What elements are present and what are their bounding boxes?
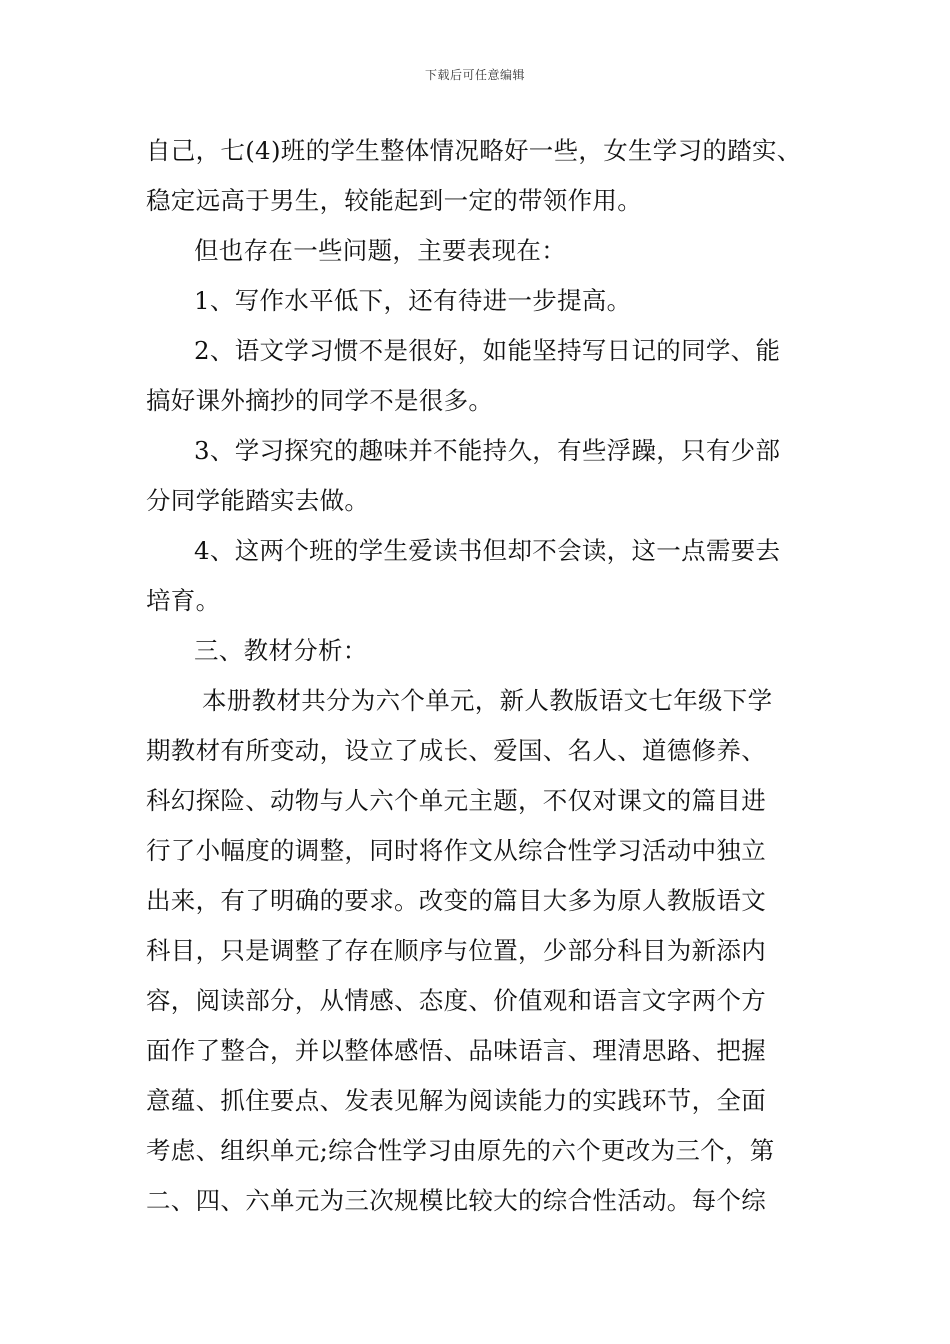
text-line: 2、语文学习惯不是很好，如能坚持写日记的同学、能 (194, 336, 781, 365)
text-line: 行了小幅度的调整，同时将作文从综合性学习活动中独立 (146, 836, 766, 865)
text-line: 3、学习探究的趣味并不能持久，有些浮躁，只有少部 (194, 436, 781, 465)
text-line: 科幻探险、动物与人六个单元主题，不仅对课文的篇目进 (146, 786, 766, 815)
text-line: 本册教材共分为六个单元，新人教版语文七年级下学 (202, 686, 773, 715)
text-line: 容，阅读部分，从情感、态度、价值观和语言文字两个方 (146, 986, 766, 1015)
text-line: 稳定远高于男生，较能起到一定的带领作用。 (146, 186, 642, 215)
text-line: 4、这两个班的学生爱读书但却不会读，这一点需要去 (194, 536, 781, 565)
text-line: 自己，七(4)班的学生整体情况略好一些，女生学习的踏实、 (146, 136, 802, 165)
text-line: 科目，只是调整了存在顺序与位置，少部分科目为新添内 (146, 936, 766, 965)
text-line: 但也存在一些问题，主要表现在： (194, 236, 566, 265)
document-body (146, 126, 810, 1226)
text-line: 出来，有了明确的要求。改变的篇目大多为原人教版语文 (146, 886, 766, 915)
text-line: 搞好课外摘抄的同学不是很多。 (146, 386, 494, 415)
text-line: 培育。 (146, 586, 221, 615)
text-line: 面作了整合，并以整体感悟、品味语言、理清思路、把握 (146, 1036, 766, 1065)
header-note: 下载后可任意编辑 (424, 68, 525, 82)
text-line: 意蕴、抓住要点、发表见解为阅读能力的实践环节，全面 (146, 1086, 766, 1115)
text-line: 1、写作水平低下，还有待进一步提高。 (194, 286, 632, 315)
text-line: 期教材有所变动，设立了成长、爱国、名人、道德修养、 (146, 736, 766, 765)
text-line: 分同学能踏实去做。 (146, 486, 370, 515)
text-line: 二、四、六单元为三次规模比较大的综合性活动。每个综 (146, 1186, 766, 1215)
section-heading: 三、教材分析： (194, 636, 368, 665)
text-line: 考虑、组织单元;综合性学习由原先的六个更改为三个，第 (146, 1136, 775, 1165)
